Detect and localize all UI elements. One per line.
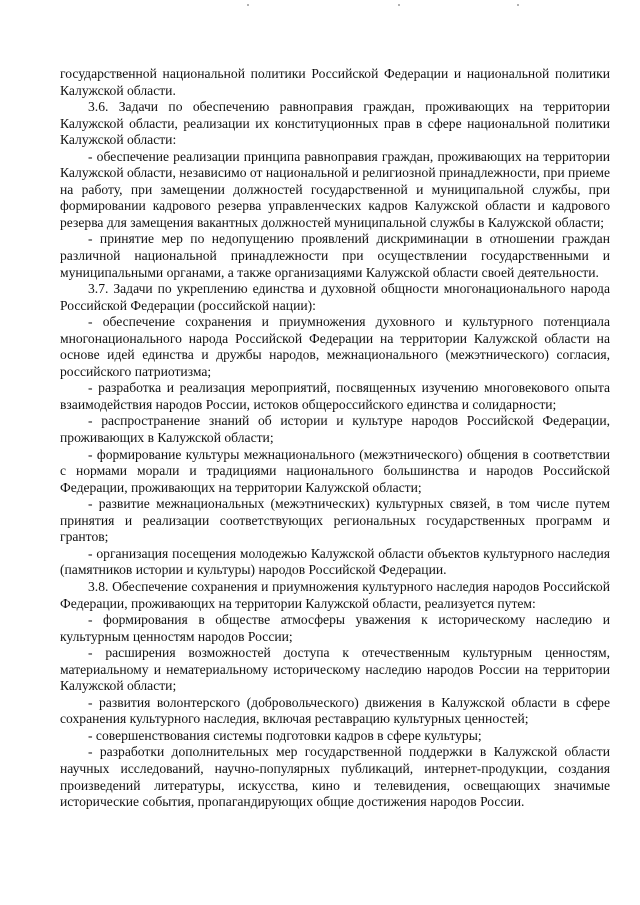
scan-speck — [517, 4, 519, 6]
paragraph: - разработка и реализация мероприятий, посвященных изучению многовекового опыта взаимодействия народов России, истоков общероссийского единства и солидарности; — [60, 380, 610, 412]
paragraph: - развития волонтерского (добровольческого) движения в Калужской области в сфере сохранения культурного наследия, включая реставрацию культурных ценностей; — [60, 694, 610, 727]
paragraph: государственной национальной политики Российской Федерации и национальной политики Калужской области. — [60, 66, 610, 98]
paragraph: - формирование культуры межнационального (межэтнического) общения в соответствии с нормами морали и традициями национального большинства и народов Российской Федерации, проживающих на территории Калужской области; — [60, 446, 610, 495]
paragraph: - совершенствования системы подготовки кадров в сфере культуры; — [88, 727, 482, 743]
paragraph: - развитие межнациональных (межэтнических) культурных связей, в том числе путем принятия и реализации соответствующих региональных государственных программ и грантов; — [60, 496, 610, 545]
paragraph: - обеспечение реализации принципа равноправия граждан, проживающих на территории Калужской области, независимо от национальной и религиозной принадлежности, при приеме на работу, при замещении должностей государственной и муниципальной службы, при формировании кадрового резерва управленческих кадров Калужской области и кадрового резерва для замещения вакантных должностей муниципальной службы в Калужской области; — [60, 148, 611, 230]
paragraph: - обеспечение сохранения и приумножения духовного и культурного потенциала многонационального народа Российской Федерации на территории Калужской области на основе идей единства и дружбы народов, межнационального (межэтнического) согласия, российского патриотизма; — [60, 314, 610, 379]
scan-speck — [398, 4, 400, 6]
paragraph: 3.7. Задачи по укреплению единства и духовной общности многонационального народа Российской Федерации (российской нации): — [60, 281, 610, 313]
paragraph: - разработки дополнительных мер государственной поддержки в Калужской области научных исследований, научно-популярных публикаций, интернет-продукции, создания произведений литературы, искусства, кино и телевидения, освещающих значимые исторические события, пропагандирующих общие достижения народов России. — [60, 744, 610, 810]
paragraph: - расширения возможностей доступа к отечественным культурным ценностям, материальному и нематериальному историческому наследию народов России на территории Калужской области; — [60, 645, 610, 694]
paragraph: - распространение знаний об истории и культуре народов Российской Федерации, проживающих в Калужской области; — [60, 413, 610, 446]
paragraph: - формирования в обществе атмосферы уважения к историческому наследию и культурным ценностям народов России; — [60, 612, 610, 644]
paragraph: - организация посещения молодежью Калужской области объектов культурного наследия (памятников истории и культуры) народов Российской Федерации. — [60, 545, 610, 578]
paragraph: 3.6. Задачи по обеспечению равноправия граждан, проживающих на территории Калужской области, реализации их конституционных прав в сфере национальной политики Калужской области: — [60, 99, 610, 148]
document-body — [60, 66, 610, 811]
scan-speck — [247, 4, 249, 6]
paragraph: 3.8. Обеспечение сохранения и приумножения культурного наследия народов Российской Федерации, проживающих на территории Калужской области, реализуется путем: — [60, 578, 610, 611]
paragraph: - принятие мер по недопущению проявлений дискриминации в отношении граждан различной национальной принадлежности при осуществлении государственными и муниципальными органами, а также организациями Калужской области своей деятельности. — [60, 231, 610, 280]
